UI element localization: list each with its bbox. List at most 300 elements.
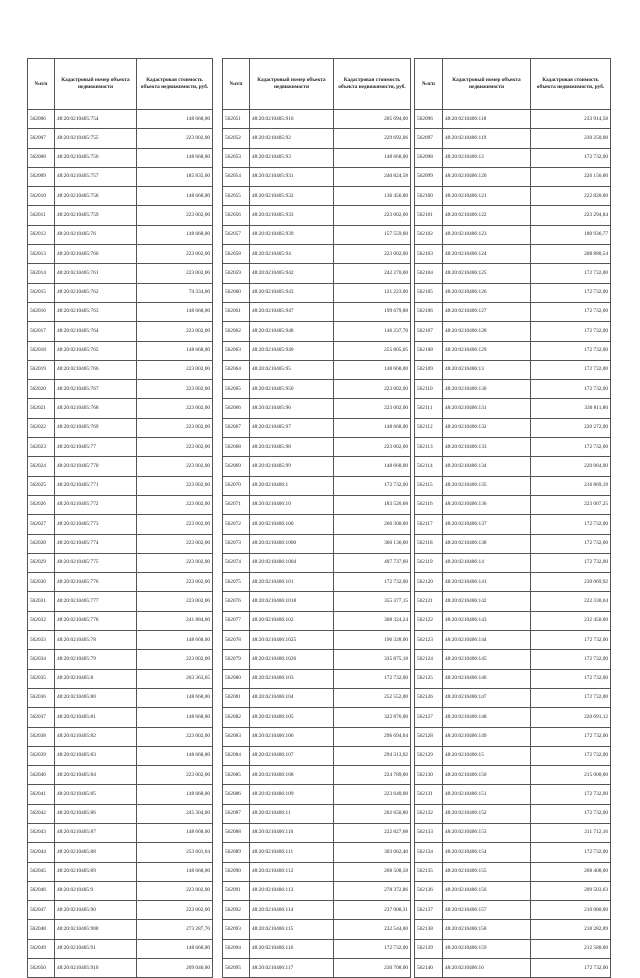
table-row xyxy=(415,920,611,939)
cadastral-number: 48:20:0210406:127 xyxy=(443,302,531,321)
cadastral-value: 148 668,00 xyxy=(334,457,411,476)
row-number: 562084 xyxy=(223,746,250,765)
cadastral-value: 172 732,00 xyxy=(531,727,611,746)
cadastral-value: 223 002,00 xyxy=(137,573,213,592)
cadastral-value: 220 691,12 xyxy=(531,708,611,727)
cadastral-value: 360 136,00 xyxy=(334,534,411,553)
cadastral-number: 48:20:0210406:108 xyxy=(250,766,334,785)
cadastral-number: 48:20:0210405:763 xyxy=(55,302,137,321)
cadastral-value: 223 002,00 xyxy=(334,380,411,399)
table-row xyxy=(415,939,611,958)
row-number: 562086 xyxy=(223,785,250,804)
cadastral-number: 48:20:0210406:151 xyxy=(443,785,531,804)
cadastral-number: 48:20:0210405:77 xyxy=(55,438,137,457)
cadastral-value: 223 002,00 xyxy=(137,650,213,669)
row-number: 562069 xyxy=(223,457,250,476)
row-number: 562038 xyxy=(28,727,55,746)
cadastral-value: 148 668,00 xyxy=(137,746,213,765)
cadastral-value: 208 508,58 xyxy=(334,862,411,881)
row-number: 562120 xyxy=(415,573,443,592)
cadastral-value: 148 668,00 xyxy=(334,148,411,167)
cadastral-number: 48:20:0210406:135 xyxy=(443,476,531,495)
cadastral-number: 48:20:0210405:96 xyxy=(250,399,334,418)
table-row xyxy=(223,862,411,881)
row-number: 562029 xyxy=(28,553,55,572)
table-row xyxy=(415,534,611,553)
table-row xyxy=(28,129,213,148)
table-row xyxy=(28,534,213,553)
cadastral-number: 48:20:0210405:942 xyxy=(250,264,334,283)
cadastral-value: 223 002,00 xyxy=(334,399,411,418)
cadastral-value: 185 835,00 xyxy=(137,167,213,186)
cadastral-value: 136 456,00 xyxy=(334,187,411,206)
cadastral-number: 48:20:0210406:123 xyxy=(443,225,531,244)
cadastral-value: 223 002,00 xyxy=(137,766,213,785)
row-number: 562113 xyxy=(415,438,443,457)
cadastral-number: 48:20:0210406:16 xyxy=(443,959,531,978)
table-row xyxy=(28,264,213,283)
row-number: 562098 xyxy=(415,148,443,167)
cadastral-number: 48:20:0210406:134 xyxy=(443,457,531,476)
cadastral-value: 233 914,58 xyxy=(531,110,611,129)
table-row xyxy=(223,360,411,379)
cadastral-value: 242 270,00 xyxy=(334,264,411,283)
table-row xyxy=(223,843,411,862)
cadastral-number: 48:20:0210406:144 xyxy=(443,631,531,650)
row-number: 562040 xyxy=(28,766,55,785)
cadastral-value: 172 732,00 xyxy=(531,148,611,167)
row-number: 562032 xyxy=(28,611,55,630)
row-number: 562099 xyxy=(415,167,443,186)
cadastral-number: 48:20:0210405:949 xyxy=(250,341,334,360)
table-row xyxy=(28,380,213,399)
cadastral-value: 226 156,00 xyxy=(531,167,611,186)
table-row xyxy=(415,457,611,476)
cadastral-value: 223 007,25 xyxy=(531,495,611,514)
row-number: 562111 xyxy=(415,399,443,418)
row-number: 562064 xyxy=(223,360,250,379)
table-header xyxy=(223,59,411,110)
row-number: 562051 xyxy=(223,110,250,129)
table-row xyxy=(223,901,411,920)
cadastral-number: 48:20:0210405:943 xyxy=(250,283,334,302)
cadastral-value: 252 552,00 xyxy=(334,688,411,707)
row-number: 562082 xyxy=(223,708,250,727)
cadastral-table-2 xyxy=(222,58,411,978)
cadastral-number: 48:20:0210405:90 xyxy=(55,901,137,920)
cadastral-number: 48:20:0210405:947 xyxy=(250,302,334,321)
cadastral-value: 172 732,00 xyxy=(334,573,411,592)
row-number: 562089 xyxy=(223,843,250,862)
row-number: 562068 xyxy=(223,438,250,457)
table-row xyxy=(223,302,411,321)
cadastral-value: 230 708,00 xyxy=(334,959,411,978)
row-number: 562075 xyxy=(223,573,250,592)
cadastral-number: 48:20:0210406:12 xyxy=(443,148,531,167)
cadastral-number: 48:20:0210405:916 xyxy=(250,110,334,129)
cadastral-number: 48:20:0210405:85 xyxy=(55,785,137,804)
cadastral-number: 48:20:0210405:948 xyxy=(250,322,334,341)
cadastral-value: 223 002,00 xyxy=(137,245,213,264)
cadastral-value: 172 732,00 xyxy=(531,302,611,321)
cadastral-value: 335 875,18 xyxy=(334,650,411,669)
table-row xyxy=(223,650,411,669)
table-body xyxy=(223,110,411,978)
header-cadastral: Кадастровый номер объекта недвижимости xyxy=(443,59,531,110)
row-number: 562055 xyxy=(223,187,250,206)
cadastral-number: 48:20:0210406:1000 xyxy=(250,534,334,553)
cadastral-number: 48:20:0210406:133 xyxy=(443,438,531,457)
cadastral-value: 172 732,00 xyxy=(531,843,611,862)
cadastral-number: 48:20:0210405:908 xyxy=(55,920,137,939)
cadastral-value: 148 668,00 xyxy=(137,110,213,129)
cadastral-value: 218 282,89 xyxy=(531,920,611,939)
row-number: 562043 xyxy=(28,823,55,842)
cadastral-value: 172 732,00 xyxy=(531,959,611,978)
cadastral-value: 260 300,00 xyxy=(334,515,411,534)
table-row xyxy=(223,187,411,206)
row-number: 562137 xyxy=(415,901,443,920)
cadastral-number: 48:20:0210406:120 xyxy=(443,167,531,186)
row-number: 562126 xyxy=(415,688,443,707)
table-row xyxy=(415,418,611,437)
row-number: 562061 xyxy=(223,302,250,321)
row-number: 562073 xyxy=(223,534,250,553)
cadastral-number: 48:20:0210406:128 xyxy=(443,322,531,341)
row-number: 562015 xyxy=(28,283,55,302)
table-row xyxy=(415,669,611,688)
cadastral-value: 146 237,70 xyxy=(334,322,411,341)
row-number: 562134 xyxy=(415,843,443,862)
cadastral-value: 303 062,40 xyxy=(334,843,411,862)
table-row xyxy=(415,631,611,650)
cadastral-value: 230 069,92 xyxy=(531,573,611,592)
cadastral-value: 212 580,00 xyxy=(531,939,611,958)
table-row xyxy=(28,592,213,611)
table-row xyxy=(28,573,213,592)
row-number: 562021 xyxy=(28,399,55,418)
cadastral-value: 172 732,00 xyxy=(531,515,611,534)
table-row xyxy=(415,573,611,592)
row-number: 562080 xyxy=(223,669,250,688)
table-row xyxy=(28,823,213,842)
cadastral-value: 223 002,00 xyxy=(137,457,213,476)
table-row xyxy=(415,843,611,862)
row-number: 562047 xyxy=(28,901,55,920)
row-number: 562103 xyxy=(415,245,443,264)
row-number: 562020 xyxy=(28,380,55,399)
table-row xyxy=(28,515,213,534)
table-row xyxy=(415,322,611,341)
cadastral-number: 48:20:0210405:83 xyxy=(55,746,137,765)
table-row xyxy=(28,322,213,341)
cadastral-number: 48:20:0210405:80 xyxy=(55,688,137,707)
table-row xyxy=(415,823,611,842)
cadastral-number: 48:20:0210405:759 xyxy=(55,206,137,225)
cadastral-number: 48:20:0210405:932 xyxy=(250,187,334,206)
table-row xyxy=(223,245,411,264)
cadastral-number: 48:20:0210406:147 xyxy=(443,688,531,707)
cadastral-value: 210 080,00 xyxy=(531,901,611,920)
cadastral-number: 48:20:0210406:156 xyxy=(443,881,531,900)
table-row xyxy=(223,746,411,765)
cadastral-value: 223 002,00 xyxy=(137,206,213,225)
row-number: 562108 xyxy=(415,341,443,360)
cadastral-number: 48:20:0210406:126 xyxy=(443,283,531,302)
table-row xyxy=(415,245,611,264)
cadastral-value: 205 694,00 xyxy=(334,110,411,129)
table-row xyxy=(415,187,611,206)
row-number: 562054 xyxy=(223,167,250,186)
table-row xyxy=(28,920,213,939)
cadastral-value: 223 002,00 xyxy=(137,322,213,341)
table-row xyxy=(415,650,611,669)
cadastral-value: 203 363,65 xyxy=(137,669,213,688)
cadastral-value: 294 313,02 xyxy=(334,746,411,765)
row-number: 562034 xyxy=(28,650,55,669)
cadastral-number: 48:20:0210405:950 xyxy=(250,380,334,399)
cadastral-number: 48:20:0210406:1025 xyxy=(250,631,334,650)
table-row xyxy=(415,708,611,727)
cadastral-number: 48:20:0210405:764 xyxy=(55,322,137,341)
cadastral-number: 48:20:0210405:93 xyxy=(250,148,334,167)
table-row xyxy=(415,727,611,746)
table-row xyxy=(415,881,611,900)
cadastral-number: 48:20:0210406:11 xyxy=(250,804,334,823)
cadastral-number: 48:20:0210406:103 xyxy=(250,669,334,688)
cadastral-value: 172 732,00 xyxy=(531,322,611,341)
row-number: 562062 xyxy=(223,322,250,341)
row-number: 562053 xyxy=(223,148,250,167)
table-row xyxy=(223,573,411,592)
table-row xyxy=(28,650,213,669)
table-row xyxy=(223,939,411,958)
row-number: 562052 xyxy=(223,129,250,148)
cadastral-number: 48:20:0210406:1004 xyxy=(250,553,334,572)
cadastral-number: 48:20:0210406:125 xyxy=(443,264,531,283)
cadastral-value: 74 334,00 xyxy=(137,283,213,302)
cadastral-number: 48:20:0210406:146 xyxy=(443,669,531,688)
cadastral-value: 172 732,00 xyxy=(531,785,611,804)
table-row xyxy=(223,283,411,302)
cadastral-number: 48:20:0210405:768 xyxy=(55,399,137,418)
cadastral-value: 157 559,60 xyxy=(334,225,411,244)
row-number: 562088 xyxy=(223,823,250,842)
table-row xyxy=(415,264,611,283)
row-number: 562121 xyxy=(415,592,443,611)
table-row xyxy=(223,727,411,746)
cadastral-value: 222 827,68 xyxy=(334,823,411,842)
row-number: 562071 xyxy=(223,495,250,514)
row-number: 562114 xyxy=(415,457,443,476)
row-number: 562105 xyxy=(415,283,443,302)
cadastral-value: 229 692,06 xyxy=(334,129,411,148)
table-row xyxy=(28,804,213,823)
cadastral-value: 148 668,00 xyxy=(137,862,213,881)
cadastral-value: 148 668,00 xyxy=(137,225,213,244)
row-number: 562012 xyxy=(28,225,55,244)
cadastral-number: 48:20:0210406:137 xyxy=(443,515,531,534)
cadastral-value: 216 869,19 xyxy=(531,476,611,495)
cadastral-value: 172 732,00 xyxy=(334,476,411,495)
row-number: 562022 xyxy=(28,418,55,437)
row-number: 562057 xyxy=(223,225,250,244)
cadastral-value: 148 668,00 xyxy=(137,631,213,650)
cadastral-value: 148 668,00 xyxy=(334,360,411,379)
cadastral-number: 48:20:0210405:931 xyxy=(250,167,334,186)
row-number: 562129 xyxy=(415,746,443,765)
cadastral-value: 223 002,00 xyxy=(137,399,213,418)
table-row xyxy=(223,148,411,167)
cadastral-value: 223 002,00 xyxy=(137,476,213,495)
row-number: 562090 xyxy=(223,862,250,881)
row-number: 562131 xyxy=(415,785,443,804)
cadastral-value: 223 002,00 xyxy=(137,881,213,900)
cadastral-number: 48:20:0210405:98 xyxy=(250,438,334,457)
row-number: 562115 xyxy=(415,476,443,495)
row-number: 562092 xyxy=(223,901,250,920)
cadastral-number: 48:20:0210405:767 xyxy=(55,380,137,399)
table-row xyxy=(28,438,213,457)
row-number: 562035 xyxy=(28,669,55,688)
row-number: 562011 xyxy=(28,206,55,225)
cadastral-number: 48:20:0210406:115 xyxy=(250,920,334,939)
cadastral-number: 48:20:0210406:105 xyxy=(250,708,334,727)
row-number: 562056 xyxy=(223,206,250,225)
table-row xyxy=(223,534,411,553)
table-row xyxy=(223,225,411,244)
table-row xyxy=(28,881,213,900)
table-row xyxy=(28,669,213,688)
cadastral-value: 223 002,00 xyxy=(334,438,411,457)
cadastral-number: 48:20:0210406:138 xyxy=(443,534,531,553)
row-number: 562019 xyxy=(28,360,55,379)
cadastral-value: 222 330,64 xyxy=(531,592,611,611)
cadastral-number: 48:20:0210406:149 xyxy=(443,727,531,746)
table-row xyxy=(28,785,213,804)
row-number: 562135 xyxy=(415,862,443,881)
table-row xyxy=(415,495,611,514)
cadastral-number: 48:20:0210405:933 xyxy=(250,206,334,225)
cadastral-value: 223 640,00 xyxy=(334,785,411,804)
cadastral-number: 48:20:0210405:92 xyxy=(250,129,334,148)
cadastral-value: 172 732,00 xyxy=(531,341,611,360)
cadastral-number: 48:20:0210406:117 xyxy=(250,959,334,978)
table-row xyxy=(223,804,411,823)
cadastral-number: 48:20:0210405:762 xyxy=(55,283,137,302)
cadastral-value: 172 732,00 xyxy=(531,804,611,823)
table-row xyxy=(415,688,611,707)
table-row xyxy=(415,302,611,321)
cadastral-number: 48:20:0210406:132 xyxy=(443,418,531,437)
cadastral-value: 172 732,00 xyxy=(334,939,411,958)
cadastral-value: 215 000,00 xyxy=(531,766,611,785)
cadastral-number: 48:20:0210405:76 xyxy=(55,225,137,244)
cadastral-number: 48:20:0210405:778 xyxy=(55,611,137,630)
row-number: 562117 xyxy=(415,515,443,534)
row-number: 562123 xyxy=(415,631,443,650)
cadastral-value: 308 324,24 xyxy=(334,611,411,630)
cadastral-number: 48:20:0210406:10 xyxy=(250,495,334,514)
cadastral-value: 172 732,00 xyxy=(531,283,611,302)
row-number: 562102 xyxy=(415,225,443,244)
row-number: 562127 xyxy=(415,708,443,727)
cadastral-value: 240 824,58 xyxy=(334,167,411,186)
row-number: 562124 xyxy=(415,650,443,669)
table-row xyxy=(415,746,611,765)
cadastral-value: 220 064,00 xyxy=(531,457,611,476)
row-number: 562125 xyxy=(415,669,443,688)
row-number: 562136 xyxy=(415,881,443,900)
table-row xyxy=(28,959,213,978)
row-number: 562097 xyxy=(415,129,443,148)
row-number: 562107 xyxy=(415,322,443,341)
cadastral-number: 48:20:0210406:113 xyxy=(250,881,334,900)
table-row xyxy=(223,515,411,534)
row-number: 562091 xyxy=(223,881,250,900)
table-row xyxy=(223,881,411,900)
cadastral-value: 407 737,60 xyxy=(334,553,411,572)
table-row xyxy=(415,611,611,630)
cadastral-number: 48:20:0210405:88 xyxy=(55,843,137,862)
cadastral-number: 48:20:0210406:1018 xyxy=(250,592,334,611)
cadastral-value: 223 002,00 xyxy=(137,534,213,553)
cadastral-number: 48:20:0210405:756 xyxy=(55,148,137,167)
cadastral-number: 48:20:0210406:107 xyxy=(250,746,334,765)
cadastral-value: 355 377,15 xyxy=(334,592,411,611)
row-number: 562025 xyxy=(28,476,55,495)
row-number: 562058 xyxy=(223,245,250,264)
table-row xyxy=(28,766,213,785)
cadastral-number: 48:20:0210406:131 xyxy=(443,399,531,418)
cadastral-value: 223 002,00 xyxy=(137,515,213,534)
cadastral-value: 223 294,84 xyxy=(531,206,611,225)
header-value: Кадастровая стоимость объекта недвижимости, руб. xyxy=(334,59,411,110)
cadastral-value: 273 287,70 xyxy=(137,920,213,939)
cadastral-number: 48:20:0210406:124 xyxy=(443,245,531,264)
table-header xyxy=(415,59,611,110)
cadastral-value: 223 002,00 xyxy=(137,129,213,148)
table-body xyxy=(28,110,213,978)
table-row xyxy=(223,476,411,495)
cadastral-value: 148 668,00 xyxy=(137,688,213,707)
row-number: 562094 xyxy=(223,939,250,958)
row-number: 562138 xyxy=(415,920,443,939)
cadastral-value: 148 668,00 xyxy=(137,785,213,804)
cadastral-value: 224 789,00 xyxy=(334,766,411,785)
cadastral-number: 48:20:0210405:775 xyxy=(55,553,137,572)
row-number: 562030 xyxy=(28,573,55,592)
row-number: 562050 xyxy=(28,959,55,978)
table-row xyxy=(28,283,213,302)
table-row xyxy=(415,206,611,225)
cadastral-number: 48:20:0210405:86 xyxy=(55,804,137,823)
row-number: 562128 xyxy=(415,727,443,746)
header-value: Кадастровая стоимость объекта недвижимости, руб. xyxy=(137,59,213,110)
cadastral-value: 148 668,00 xyxy=(137,939,213,958)
cadastral-value: 172 732,00 xyxy=(531,438,611,457)
cadastral-value: 223 002,00 xyxy=(137,360,213,379)
cadastral-number: 48:20:0210406:118 xyxy=(443,110,531,129)
cadastral-number: 48:20:0210405:761 xyxy=(55,264,137,283)
cadastral-number: 48:20:0210406:154 xyxy=(443,843,531,862)
table-row xyxy=(223,959,411,978)
row-number: 562017 xyxy=(28,322,55,341)
table-row xyxy=(415,766,611,785)
row-number: 562070 xyxy=(223,476,250,495)
cadastral-number: 48:20:0210406:157 xyxy=(443,901,531,920)
row-number: 562109 xyxy=(415,360,443,379)
